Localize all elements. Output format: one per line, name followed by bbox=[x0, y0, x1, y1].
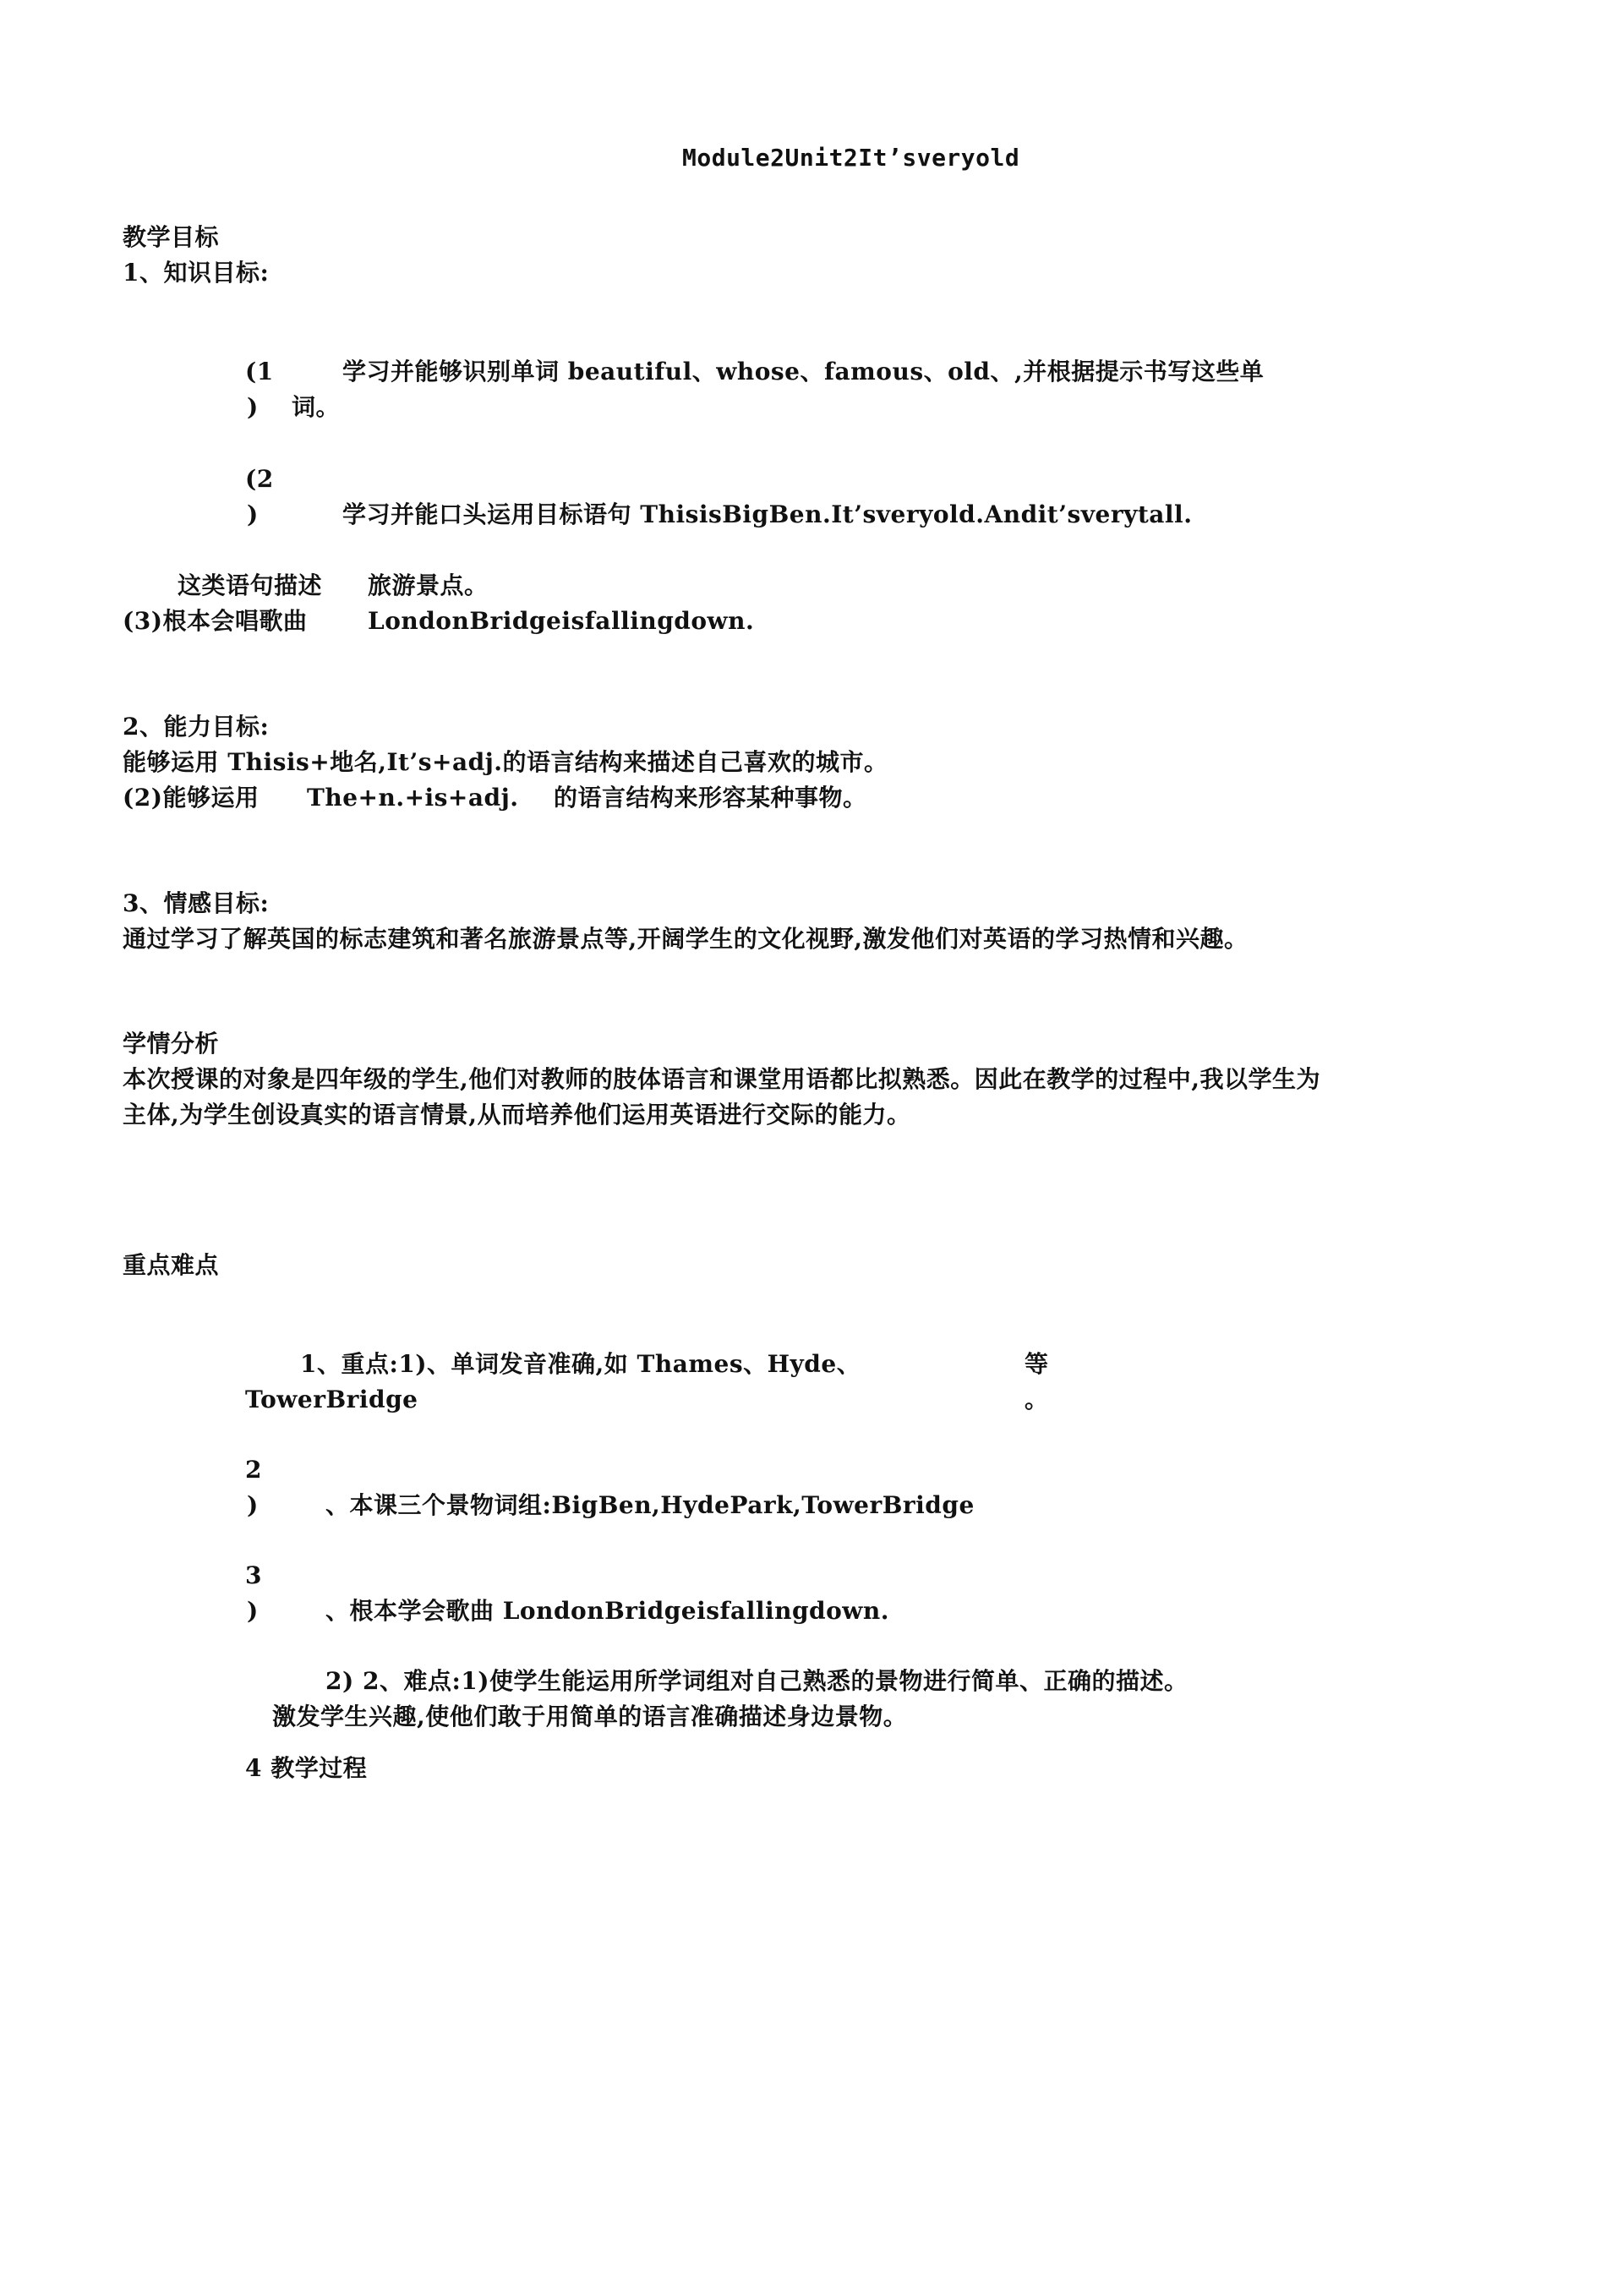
knowledge-item-2-number-top: (2 bbox=[245, 465, 274, 493]
section-heading-analysis: 学情分析 bbox=[123, 1030, 220, 1058]
ability-goals-line-1: 能够运用 Thisis+地名,It’s+adj.的语言结构来描述自己喜欢的城市。 bbox=[123, 748, 888, 776]
difficulty-line-2: 激发学生兴趣,使他们敢于用简单的语言准确描述身边景物。 bbox=[272, 1703, 908, 1730]
ability-goals-line-2-text: 的语言结构来形容某种事物。 bbox=[554, 784, 867, 812]
key-point-2-number-bottom: ) bbox=[247, 1491, 259, 1519]
knowledge-item-2-number-bottom: ) bbox=[247, 500, 259, 528]
emotion-goals-line-1: 通过学习了解英国的标志建筑和著名旅游景点等,开阔学生的文化视野,激发他们对英语的学习热情和兴趣。 bbox=[123, 925, 1249, 953]
ability-goals-line-2-pattern: The+n.+is+adj. bbox=[307, 784, 519, 812]
knowledge-item-1-text-continued: 词。 bbox=[292, 393, 341, 421]
key-point-2-text: 、本课三个景物词组:BigBen,HydePark,TowerBridge bbox=[325, 1491, 975, 1519]
ability-goals-heading: 2、能力目标: bbox=[123, 713, 270, 741]
knowledge-item-1-number-bottom: ) bbox=[247, 393, 259, 421]
key-point-3-text: 、根本学会歌曲 LondonBridgeisfallingdown. bbox=[325, 1597, 890, 1625]
key-point-1-side-top: 等 bbox=[1025, 1350, 1049, 1378]
knowledge-item-3-song: LondonBridgeisfallingdown. bbox=[368, 607, 755, 635]
knowledge-item-1-text: 学习并能够识别单词 beautiful、whose、famous、old、,并根据提示书写这些单 bbox=[342, 358, 1265, 385]
knowledge-item-2-continuation-end: 旅游景点。 bbox=[368, 571, 489, 599]
ability-goals-line-2-label: (2)能够运用 bbox=[123, 784, 260, 812]
key-point-1-side-bottom: 。 bbox=[1025, 1386, 1049, 1413]
section-heading-process: 4 教学过程 bbox=[245, 1754, 368, 1782]
knowledge-item-1-number-top: (1 bbox=[245, 358, 274, 385]
section-heading-key-points: 重点难点 bbox=[123, 1251, 220, 1279]
key-point-3-number-bottom: ) bbox=[247, 1597, 259, 1625]
key-point-2-number-top: 2 bbox=[245, 1456, 262, 1484]
section-heading-goals: 教学目标 bbox=[123, 223, 220, 251]
emotion-goals-heading: 3、情感目标: bbox=[123, 889, 270, 917]
key-point-3-number-top: 3 bbox=[245, 1561, 262, 1589]
knowledge-goals-heading: 1、知识目标: bbox=[123, 259, 270, 287]
analysis-line-2: 主体,为学生创设真实的语言情景,从而培养他们运用英语进行交际的能力。 bbox=[123, 1101, 911, 1129]
difficulty-line-1: 2) 2、难点:1)使学生能运用所学词组对自己熟悉的景物进行简单、正确的描述。 bbox=[325, 1667, 1189, 1695]
knowledge-item-2-text: 学习并能口头运用目标语句 ThisisBigBen.It’sveryold.Andit’sverytall. bbox=[342, 500, 1193, 528]
analysis-line-1: 本次授课的对象是四年级的学生,他们对教师的肢体语言和课堂用语都比拟熟悉。因此在教学的过程中,我以学生为 bbox=[123, 1065, 1321, 1093]
knowledge-item-2-continuation: 这类语句描述 bbox=[178, 571, 323, 599]
knowledge-item-3-label: (3)根本会唱歌曲 bbox=[123, 607, 308, 635]
key-point-1-line-1: 1、重点:1)、单词发音准确,如 Thames、Hyde、 bbox=[300, 1350, 861, 1378]
key-point-1-line-2: TowerBridge bbox=[245, 1386, 418, 1413]
document-title: Module2Unit2It’sveryold bbox=[682, 144, 1020, 172]
